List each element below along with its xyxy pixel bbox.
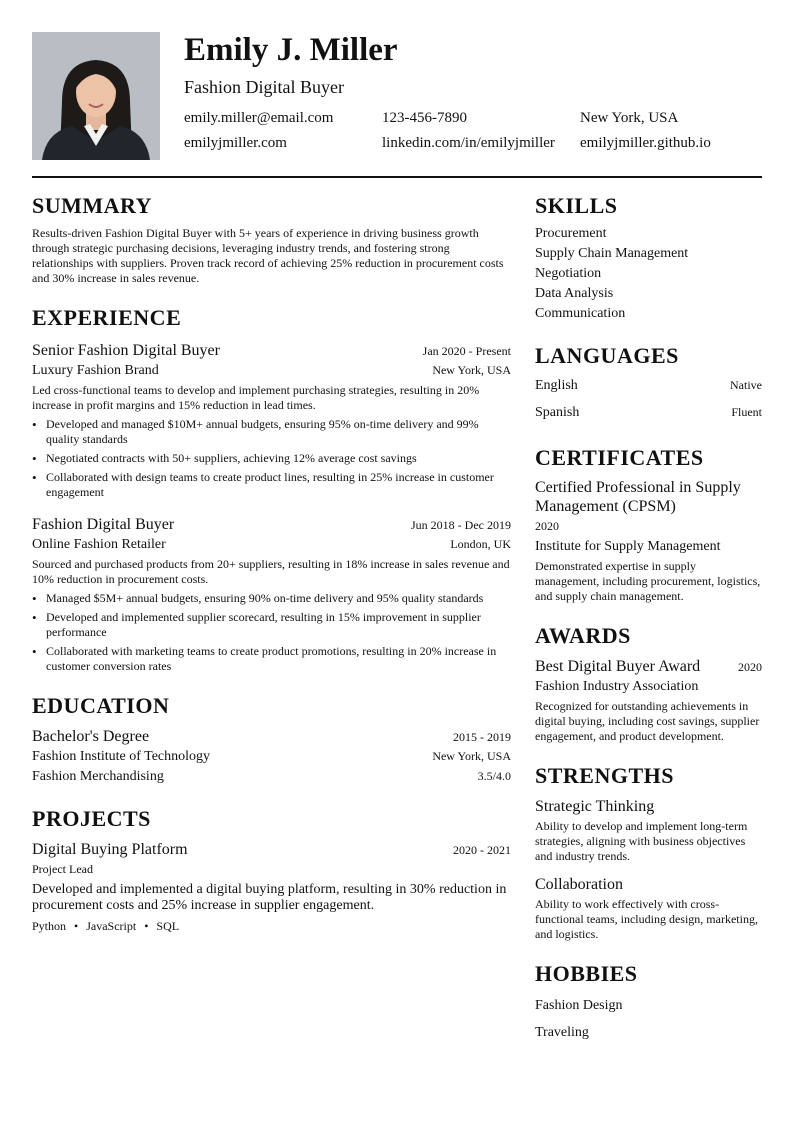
section-heading: SKILLS [535,193,618,218]
section-heading: LANGUAGES [535,343,679,368]
company-location: London, UK [450,537,511,551]
language-item [535,372,762,399]
education-section [32,692,511,787]
section-heading: HOBBIES [535,961,638,986]
header-divider [32,176,762,178]
section-heading: AWARDS [535,623,631,648]
skill-item: Procurement [535,226,607,241]
skill-item: Communication [535,306,626,321]
position-title: Senior Fashion Digital Buyer [32,342,220,359]
achievement-list [32,591,511,674]
language-level: Fluent [731,405,762,419]
section-heading: STRENGTHS [535,763,674,788]
position-description: Sourced and purchased products from 20+ suppliers, resulting in 18% increase in sales revenue and 10% reduction in procurement costs. [32,557,510,586]
achievement-item: • Collaborated with design teams to create product lines, resulting in 25% increase in customer engagement [32,470,511,500]
hobby-item: Fashion Design [535,998,623,1013]
right-column [535,192,762,1046]
language-item [535,399,762,426]
email-link[interactable]: emily.miller@email.com [184,110,334,126]
section-heading: SUMMARY [32,193,153,218]
school-location: New York, USA [432,749,511,763]
position-description: Led cross-functional teams to develop and implement purchasing strategies, resulting in 20% increase in profit margins and 15% reduction in lead times. [32,383,480,412]
project-dates: 2020 - 2021 [453,843,511,857]
hobbies-list [535,992,762,1046]
achievement-list [32,417,511,500]
award-description: Recognized for outstanding achievements in digital buying, including cost savings, supplier engagement, and product development. [535,699,760,743]
degree: Bachelor's Degree [32,728,150,745]
strength-description: Ability to develop and implement long-term strategies, aligning with business objectives and industry trends. [535,819,748,863]
github-link[interactable]: emilyjmiller.github.io [580,135,711,151]
experience-section [32,304,511,674]
school-name: Fashion Institute of Technology [32,749,211,764]
achievement-item: • Collaborated with marketing teams to create product promotions, resulting in 20% increase in customer conversion rates [32,644,511,674]
language-name: English [535,378,578,393]
language-level: Native [730,378,762,392]
certificate-name: Certified Professional in Supply Management (CPSM) [535,479,741,515]
skill-item: Data Analysis [535,286,614,301]
award-year: 2020 [738,660,762,674]
summary-text: Results-driven Fashion Digital Buyer with 5+ years of experience in driving business growth through strategic purchasing decisions, leveraging industry trends, and fostering strong relationships with suppliers. Proven track record of achieving 25% reduction in procurement costs and 30% increase in sales revenue. [32,226,504,285]
section-heading: EDUCATION [32,693,170,718]
certificate-issuer: Institute for Supply Management [535,539,721,554]
strength-item [535,796,762,864]
project-role: Project Lead [32,862,93,876]
strengths-section [535,762,762,942]
left-column [32,192,511,934]
strength-description: Ability to work effectively with cross-functional teams, including design, marketing, and logistics. [535,897,758,941]
position-dates: Jan 2020 - Present [422,344,511,358]
position-title: Fashion Digital Buyer [32,516,175,533]
phone-number: 123-456-7890 [382,110,467,126]
location: New York, USA [580,110,679,126]
tag: JavaScript [86,919,137,933]
section-heading: EXPERIENCE [32,305,182,330]
hobby-item: Traveling [535,1025,589,1040]
achievement-item: • Negotiated contracts with 50+ suppliers, achieving 12% average cost savings [32,451,511,466]
certificate-description: Demonstrated expertise in supply management, including procurement, logistics, and supply chain management. [535,559,761,603]
award-name: Best Digital Buyer Award [535,658,701,675]
candidate-name: Emily J. Miller [184,32,398,68]
gpa: 3.5/4.0 [477,769,511,783]
skills-section [535,192,762,324]
language-name: Spanish [535,405,580,420]
strength-name: Collaboration [535,876,623,893]
position-dates: Jun 2018 - Dec 2019 [411,518,511,532]
company-name: Luxury Fashion Brand [32,363,159,378]
contact-info [184,108,774,153]
award-issuer: Fashion Industry Association [535,679,699,694]
section-heading: PROJECTS [32,806,151,831]
field-of-study: Fashion Merchandising [32,769,164,784]
project-description: Developed and implemented a digital buying platform, resulting in 30% reduction in procurement costs and 25% increase in supplier engagement. [32,882,507,913]
tag: SQL [156,919,180,933]
achievement-item: • Developed and managed $10M+ annual budgets, ensuring 95% on-time delivery and 99% quality standards [32,417,511,447]
languages-section [535,342,762,426]
skill-item: Supply Chain Management [535,246,689,261]
website-link[interactable]: emilyjmiller.com [184,135,287,151]
strength-item [535,874,762,942]
project-tags: Python • JavaScript • SQL [32,919,180,933]
projects-section [32,805,511,934]
linkedin-link[interactable]: linkedin.com/in/emilyjmiller [382,135,555,151]
summary-section [32,192,511,286]
skill-item: Negotiation [535,266,602,281]
strength-name: Strategic Thinking [535,798,655,815]
tag: Python [32,919,67,933]
company-name: Online Fashion Retailer [32,537,166,552]
certificate-year: 2020 [535,519,559,533]
education-dates: 2015 - 2019 [453,730,511,744]
section-heading: CERTIFICATES [535,445,704,470]
skills-list [535,224,762,324]
hobbies-section [535,960,762,1046]
achievement-item: • Managed $5M+ annual budgets, ensuring 90% on-time delivery and 95% quality standards [32,591,511,606]
company-location: New York, USA [432,363,511,377]
experience-item [32,340,511,500]
job-title: Fashion Digital Buyer [184,77,344,97]
achievement-item: • Developed and implemented supplier scorecard, resulting in 15% improvement in supplier performance [32,610,511,640]
experience-item [32,514,511,674]
project-name: Digital Buying Platform [32,841,188,858]
awards-section [535,622,762,744]
profile-photo [32,32,160,160]
certificates-section [535,444,762,604]
